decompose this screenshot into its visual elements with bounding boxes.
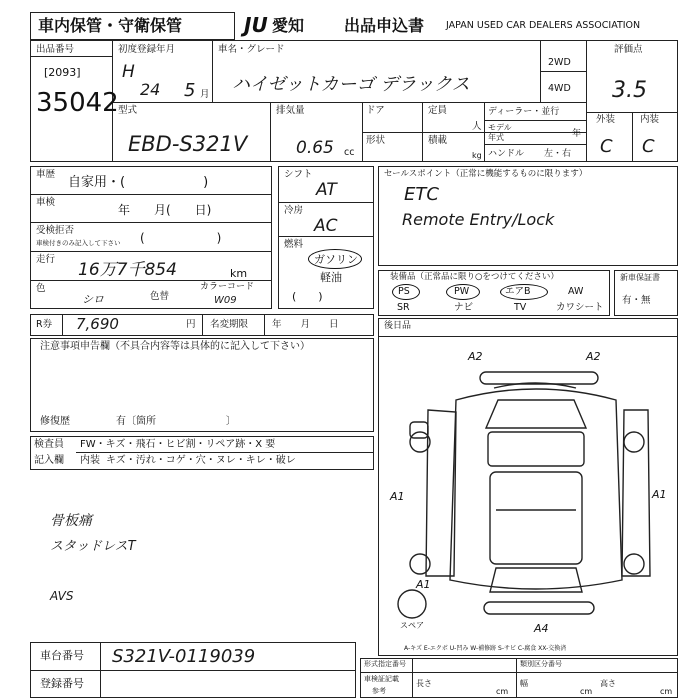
shift-label: シフト	[284, 169, 313, 180]
ref-label: 車検証記載	[364, 675, 399, 683]
equipment-label: 装備品（正常品に限り○をつけてください）	[390, 272, 559, 282]
width-label: 幅	[520, 679, 528, 688]
reg-month-unit: 月	[200, 89, 210, 100]
color-code-label: カラーコード	[200, 282, 255, 292]
displacement-value: 0.65	[296, 138, 334, 158]
rear-bumper-shape	[484, 602, 594, 614]
reg-month: 5	[184, 80, 196, 101]
body-outline-shape	[450, 389, 622, 589]
warranty-value: 有・無	[622, 295, 651, 306]
color-change-label: 色替	[150, 291, 170, 302]
inspector-interior-label: 内装	[80, 455, 100, 466]
repair-value: 有〔箇所 〕	[116, 416, 236, 427]
load-label: 積載	[428, 135, 448, 146]
damage-a2-left: A2	[468, 350, 483, 363]
lot-number: 35042	[36, 88, 119, 118]
year-unit: 年	[572, 129, 582, 139]
receipt-value: ( )	[140, 231, 222, 245]
fuel-diesel: 軽油	[320, 271, 342, 284]
fuel-other: ( )	[292, 290, 323, 303]
equip-navi: ナビ	[454, 302, 474, 313]
damage-a4: A4	[534, 622, 549, 635]
displacement-unit: cc	[344, 147, 355, 158]
height-cm: cm	[660, 687, 673, 696]
aircon-label: 冷房	[284, 205, 304, 216]
exterior-value: C	[600, 136, 613, 157]
history-value: 自家用・( )	[68, 175, 209, 190]
after-label: 後日品	[384, 321, 412, 331]
category-label: 類別区分番号	[520, 660, 562, 668]
length-label: 長さ	[416, 679, 432, 688]
capacity-unit: 人	[472, 121, 482, 132]
car-name-value: ハイゼットカーゴ デラックス	[232, 74, 470, 95]
load-unit: kg	[472, 151, 482, 160]
note-hand-3: AVS	[50, 589, 74, 603]
interior-label: 内装	[640, 114, 660, 125]
model-year-sub: 年式	[488, 133, 504, 142]
chassis-value: S321V-0119039	[112, 646, 256, 667]
aircon-value: AC	[314, 216, 338, 236]
form-header-left: 車内保管・守衛保管	[38, 16, 183, 35]
inspector-interior: キズ・汚れ・コゲ・穴・ヌレ・キレ・破レ	[106, 455, 296, 466]
rear-left-wheel-shape	[410, 554, 430, 574]
mileage-unit: km	[230, 267, 248, 280]
shape-label: 形状	[366, 135, 386, 146]
recycle-value: 7,690	[76, 315, 119, 333]
front-right-wheel-shape	[624, 432, 644, 452]
score-value: 3.5	[612, 78, 647, 103]
reg-era: H	[122, 62, 135, 82]
history-label: 車歴	[36, 169, 56, 180]
cert-box	[360, 658, 678, 698]
model-year-label: モデル	[488, 123, 512, 132]
recycle-label: R券	[36, 319, 53, 330]
shape-cert-label: 形式指定番号	[364, 660, 406, 668]
drive-4wd: 4WD	[548, 83, 571, 94]
note-hand-2: スタッドレスT	[50, 539, 136, 554]
mileage-value: 16万7千854	[78, 260, 177, 280]
hood-shape	[488, 432, 584, 466]
model-label: 型式	[118, 105, 138, 116]
handle-label: ハンドル	[488, 149, 525, 159]
displacement-label: 排気量	[276, 105, 305, 116]
height-label: 高さ	[600, 679, 616, 688]
fuel-label: 燃料	[284, 239, 304, 250]
car-damage-diagram	[376, 340, 676, 640]
door-label: ドア	[366, 105, 385, 116]
org-name: 愛知	[272, 16, 305, 35]
reg-number-label: 登録番号	[40, 677, 84, 690]
sales-point-label: セールスポイント（正常に機能するものに限ります）	[384, 169, 588, 179]
color-label: 色	[36, 283, 46, 294]
reg-year: 24	[140, 80, 161, 99]
damage-a1-right: A1	[652, 488, 667, 501]
reg-date-label: 初度登録年月	[118, 44, 176, 55]
fuel-gas: ガソリン	[314, 253, 358, 266]
dealer-label: ディーラー・並行	[488, 107, 560, 117]
exterior-label: 外装	[596, 114, 616, 125]
equip-aw: AW	[568, 286, 584, 297]
spare-tire-shape	[398, 590, 426, 618]
lot-label: 出品番号	[36, 44, 75, 55]
repair-label: 修復歴	[40, 416, 70, 427]
ref-sub: 参考	[372, 687, 386, 695]
color-code-value: W09	[214, 295, 237, 306]
lot-bracket: [2093]	[44, 66, 81, 79]
front-bumper-shape	[480, 372, 598, 384]
damage-a1-left: A1	[390, 490, 405, 503]
equip-sr: SR	[397, 302, 410, 313]
shift-value: AT	[316, 180, 337, 200]
equip-leather: カワシート	[556, 302, 604, 313]
equip-ps: PS	[398, 286, 410, 297]
spare-label: スペア	[400, 621, 424, 630]
deadline-value: 年 月 日	[272, 319, 339, 330]
color-value: シロ	[82, 293, 104, 306]
form-title: 出品申込書	[344, 16, 425, 35]
note-hand-1: 骨板痛	[50, 513, 92, 529]
notes-label: 注意事項申告欄（不具合内容等は具体的に記入して下さい）	[40, 341, 310, 352]
windshield-shape	[486, 400, 586, 428]
equip-tv: TV	[514, 302, 527, 313]
damage-a1-bottom: A1	[416, 578, 431, 591]
interior-value: C	[642, 136, 655, 157]
handle-value: 左・右	[544, 149, 572, 159]
model-value: EBD-S321V	[128, 132, 248, 156]
shaken-label: 車検	[36, 197, 56, 208]
ju-logo: JU	[244, 13, 268, 37]
equip-pw: PW	[454, 286, 470, 297]
receipt-label: 受検拒否	[36, 225, 75, 236]
rear-right-wheel-shape	[624, 554, 644, 574]
inspector-exterior: FW・キズ・飛石・ヒビ割・リペア跡・X 要	[80, 439, 276, 450]
deadline-label: 名変期限	[210, 319, 249, 330]
inspector-label1: 検査員	[34, 439, 64, 450]
capacity-label: 定員	[428, 105, 448, 116]
equip-airbag: エアB	[505, 286, 531, 297]
car-name-label: 車名・グレード	[218, 44, 285, 55]
width-cm: cm	[580, 687, 593, 696]
association-name: JAPAN USED CAR DEALERS ASSOCIATION	[446, 20, 641, 31]
score-label: 評価点	[614, 44, 643, 55]
roof-shape	[490, 472, 582, 564]
mileage-label: 走行	[36, 254, 56, 265]
warranty-label: 新車保証書	[620, 273, 660, 282]
recycle-unit: 円	[186, 319, 196, 330]
sales-point-line1: ETC	[404, 184, 439, 205]
damage-legend: A-キズ E-エクボ U-凹み W-補修跡 S-サビ C-腐食 XX-交換済	[404, 645, 567, 652]
drive-2wd: 2WD	[548, 57, 571, 68]
damage-a2-right: A2	[586, 350, 601, 363]
inspector-label2: 記入欄	[34, 455, 64, 466]
chassis-label: 車台番号	[40, 649, 84, 662]
length-cm: cm	[496, 687, 509, 696]
sales-point-line2: Remote Entry/Lock	[402, 210, 555, 229]
shaken-value: 年 月( 日)	[118, 203, 212, 217]
receipt-sub: 車検付きのみ記入して下さい	[36, 239, 121, 247]
